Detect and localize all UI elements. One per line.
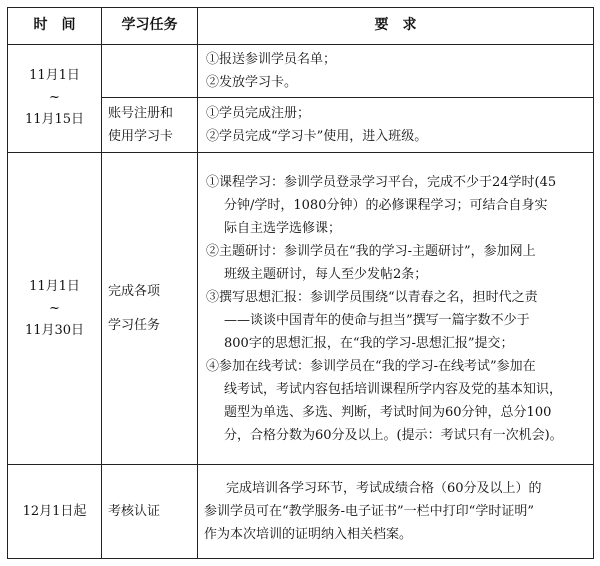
task-label-line: 完成各项 [108, 283, 161, 299]
time-start: 11月1日 [29, 68, 80, 84]
table-row [8, 153, 594, 465]
requirement-cell [198, 44, 594, 97]
time-cell-phase3: 12月1日起 [8, 464, 102, 558]
requirement-line: 完成培训各学习环节，考试成绩合格（60分及以上）的 [226, 480, 542, 496]
task-label-line: 学习任务 [108, 317, 161, 333]
header-task: 学习任务 [102, 8, 198, 45]
requirement-line: ①课程学习：参训学员登录学习平台，完成不少于24学时(45 [206, 174, 557, 190]
training-schedule-table [7, 7, 594, 559]
requirement-line: 分，合格分数为60分及以上。(提示：考试只有一次机会)。 [224, 427, 563, 443]
requirement-line: 作为本次培训的证明纳入相关档案。 [204, 526, 413, 542]
time-end: 11月30日 [24, 322, 85, 338]
requirement-line: ②学员完成“学习卡”使用，进入班级。 [206, 129, 428, 145]
requirement-cell [198, 97, 594, 152]
requirement-cell [198, 153, 594, 465]
requirement-line: 800字的思想汇报，在“我的学习-思想汇报”提交； [224, 335, 514, 351]
task-cell-empty [102, 44, 198, 97]
requirement-line: ②发放学习卡。 [206, 74, 298, 90]
header-row [8, 8, 594, 45]
requirement-line: 际自主选学选修课； [224, 220, 342, 236]
requirement-line: 线考试，考试内容包括培训课程所学内容及党的基本知识， [224, 381, 563, 397]
requirement-cell [198, 464, 594, 558]
requirement-line: ——谈谈中国青年的使命与担当”撰写一篇字数不少于 [224, 312, 530, 328]
task-label-line: 使用学习卡 [108, 129, 174, 145]
requirement-line: ④参加在线考试：参训学员在“我的学习-在线考试”参加在 [206, 358, 536, 374]
requirement-line: ②主题研讨：参训学员在“我的学习-主题研讨”，参加网上 [206, 243, 536, 259]
requirement-line: ①学员完成注册； [206, 106, 311, 122]
requirement-line: 参训学员可在“教学服务-电子证书”一栏中打印“学时证明” [204, 503, 534, 519]
time-cell-phase2 [8, 153, 102, 465]
time-separator: ~ [49, 300, 60, 316]
header-time: 时 间 [8, 8, 102, 45]
task-label-line: 账号注册和 [108, 106, 174, 122]
requirement-line: ①报送参训学员名单； [206, 51, 337, 67]
requirement-line: ③撰写思想汇报：参训学员围绕“以青春之名，担时代之责 [206, 289, 538, 305]
requirement-line: 分钟/学时，1080分钟）的必修课程学习；可结合自身实 [224, 197, 548, 213]
time-cell-phase1 [8, 44, 102, 152]
requirement-line: 题型为单选、多选、判断，考试时间为60分钟，总分100 [224, 404, 552, 420]
table-row [8, 464, 594, 558]
time-end: 11月15日 [24, 112, 85, 128]
table-row [8, 44, 594, 97]
requirement-line: 班级主题研讨，每人至少发帖2条； [224, 266, 428, 282]
task-cell [102, 97, 198, 152]
header-requirement: 要 求 [198, 8, 594, 45]
task-cell [102, 153, 198, 465]
time-separator: ~ [49, 90, 60, 106]
time-start: 11月1日 [29, 278, 80, 294]
task-cell: 考核认证 [102, 464, 198, 558]
